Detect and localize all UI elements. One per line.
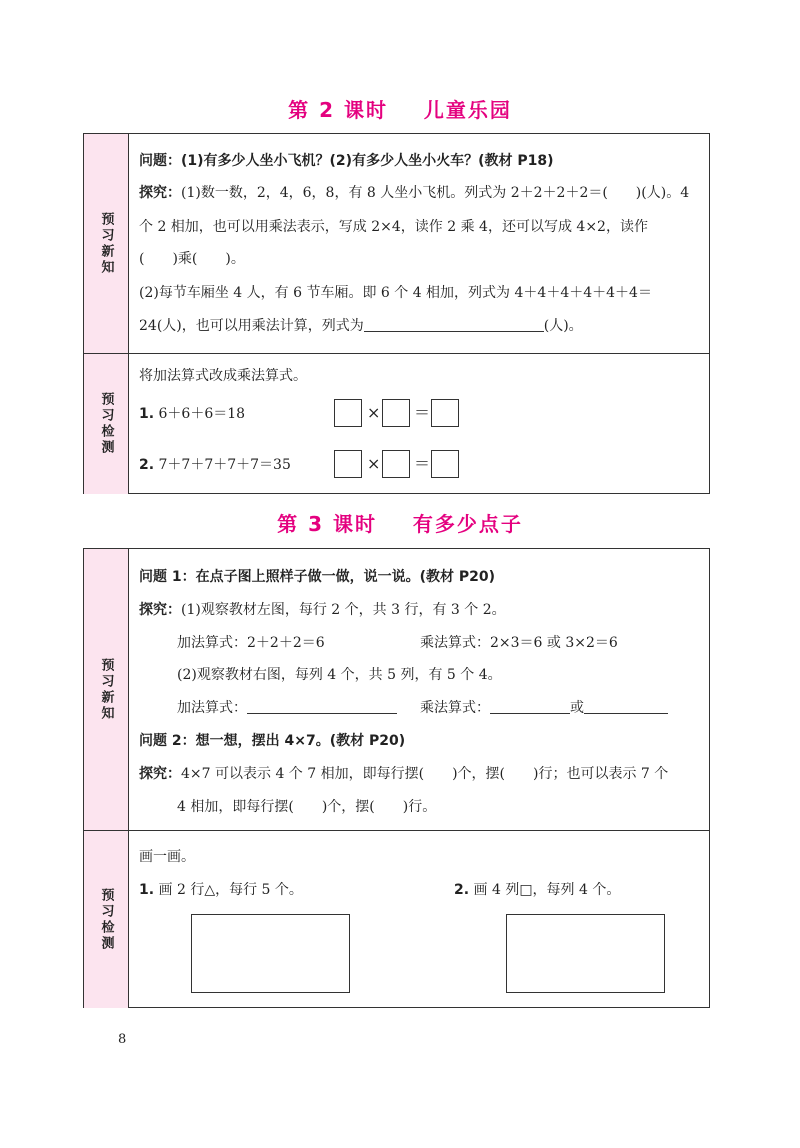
check-intro: 将加法算式改成乘法算式。 [139, 368, 307, 384]
explore-line-3: 探究：4×7 可以表示 4 个 7 相加，即每行摆( )个，摆( )行；也可以表示 7 个 [139, 766, 669, 782]
check-label: 预习检测 [84, 354, 129, 494]
lesson-2-box [83, 133, 710, 494]
explore-line-2: (2)观察教材右图，每列 4 个，共 5 列，有 5 个 4。 [177, 667, 502, 683]
explore-line-4: 4 相加，即每行摆( )个，摆( )行。 [177, 799, 437, 815]
lesson-3-title: 第 3 课时 有多少点子 [277, 512, 523, 536]
check-label: 预习检测 [84, 831, 129, 1008]
lesson-3-check-section [84, 830, 709, 1008]
question-1-line: 问题 1：在点子图上照样子做一做，说一说。(教材 P20) [139, 569, 496, 585]
addition-blank-line: 加法算式： [177, 698, 397, 718]
check-intro: 画一画。 [139, 849, 195, 865]
lesson-2-preview-section [84, 134, 709, 353]
explore-line-4: (2)每节车厢坐 4 人，有 6 节车厢。即 6 个 4 相加，列式为 4＋4＋4＋4＋4＋4＝ [139, 285, 652, 301]
preview-label: 预习新知 [84, 549, 129, 830]
answer-blank[interactable] [490, 699, 570, 714]
answer-box[interactable] [334, 399, 362, 427]
answer-box[interactable] [382, 399, 410, 427]
explore-line-1: 探究：(1)观察教材左图，每行 2 个，共 3 行，有 3 个 2。 [139, 602, 506, 618]
draw-item-2: 2. 画 4 列□，每列 4 个。 [454, 882, 621, 898]
multiplication-formula: 乘法算式：2×3＝6 或 3×2＝6 [420, 635, 618, 651]
answer-box[interactable] [382, 450, 410, 478]
answer-blank[interactable] [247, 699, 397, 714]
equals-sign: ＝ [414, 403, 431, 422]
answer-box[interactable] [334, 450, 362, 478]
drawing-area-1[interactable] [191, 914, 350, 993]
explore-line-5: 24(人)，也可以用乘法计算，列式为 (人)。 [139, 318, 583, 334]
page-number: 8 [118, 1032, 127, 1047]
equals-sign: ＝ [414, 454, 431, 473]
answer-box[interactable] [431, 399, 459, 427]
lesson-3-box [83, 548, 710, 1008]
answer-blank[interactable] [364, 317, 544, 332]
explore-line-3: ( )乘( )。 [139, 251, 245, 267]
lesson-2-check-section [84, 353, 709, 494]
explore-line-1: 探究：(1)数一数，2，4，6，8，有 8 人坐小飞机。列式为 2＋2＋2＋2＝( )(人)。4 [139, 185, 690, 201]
times-sign: × [367, 454, 381, 473]
answer-box[interactable] [431, 450, 459, 478]
explore-line-2: 个 2 相加，也可以用乘法表示，写成 2×4，读作 2 乘 4，还可以写成 4×2，读作 [139, 219, 648, 235]
multiplication-blank-line: 乘法算式： 或 [420, 698, 668, 718]
check-item-2: 2. 7＋7＋7＋7＋7＝35 [139, 457, 291, 473]
drawing-area-2[interactable] [506, 914, 665, 993]
check-item-1: 1. 6＋6＋6＝18 [139, 406, 246, 422]
lesson-3-preview-section [84, 549, 709, 830]
question-line: 问题：(1)有多少人坐小飞机？(2)有多少人坐小火车？(教材 P18) [139, 153, 554, 169]
draw-item-1: 1. 画 2 行△，每行 5 个。 [139, 882, 303, 898]
lesson-2-title: 第 2 课时 儿童乐园 [288, 98, 512, 122]
preview-label: 预习新知 [84, 134, 129, 353]
addition-formula: 加法算式：2＋2＋2＝6 [177, 635, 325, 651]
question-2-line: 问题 2：想一想，摆出 4×7。(教材 P20) [139, 733, 406, 749]
times-sign: × [367, 403, 381, 422]
answer-blank[interactable] [584, 699, 668, 714]
